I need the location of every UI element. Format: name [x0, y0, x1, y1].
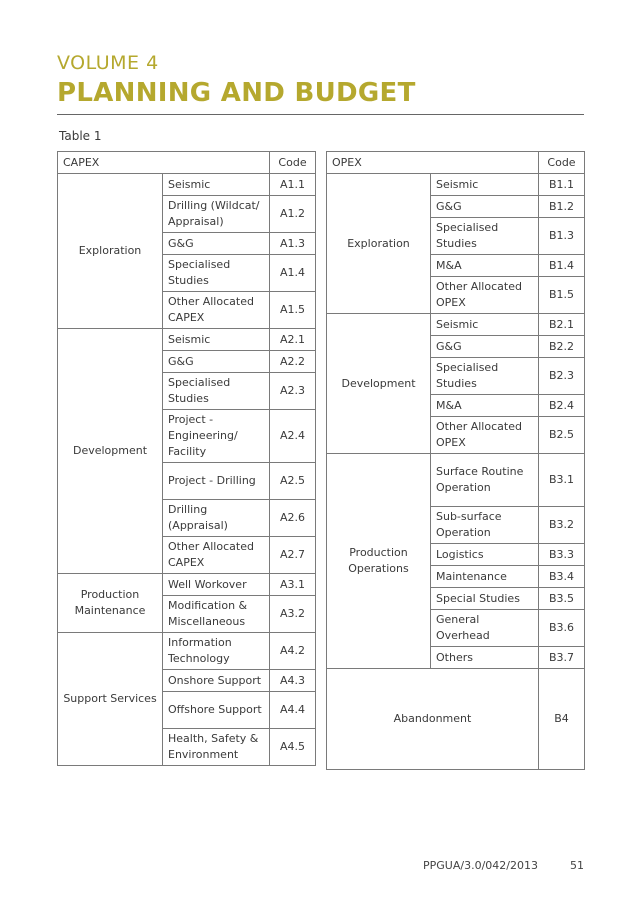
- code-cell: A4.3: [270, 670, 316, 692]
- code-cell: B2.5: [539, 417, 585, 454]
- code-cell: B3.7: [539, 647, 585, 669]
- item-cell: Maintenance: [431, 566, 539, 588]
- capex-group-production: Production Maintenance: [58, 574, 163, 633]
- item-cell: Project - Drilling: [163, 463, 270, 500]
- opex-code-header: Code: [539, 152, 585, 174]
- table-label: Table 1: [59, 129, 102, 143]
- item-cell: Specialised Studies: [431, 218, 539, 255]
- item-cell: Seismic: [431, 314, 539, 336]
- capex-table: [57, 151, 316, 766]
- capex-code-header: Code: [270, 152, 316, 174]
- item-cell: Special Studies: [431, 588, 539, 610]
- item-cell: Onshore Support: [163, 670, 270, 692]
- item-cell: Project - Engineering/ Facility: [163, 410, 270, 463]
- table-row: [327, 314, 585, 336]
- item-cell: Information Technology: [163, 633, 270, 670]
- item-cell: Seismic: [163, 174, 270, 196]
- code-cell: A1.3: [270, 233, 316, 255]
- capex-header: CAPEX: [58, 152, 270, 174]
- title-divider: [57, 114, 584, 115]
- code-cell: B4: [539, 669, 585, 770]
- item-cell: General Overhead: [431, 610, 539, 647]
- code-cell: A2.5: [270, 463, 316, 500]
- code-cell: B2.3: [539, 358, 585, 395]
- code-cell: A1.5: [270, 292, 316, 329]
- code-cell: A1.2: [270, 196, 316, 233]
- item-cell: Health, Safety & Environment: [163, 729, 270, 766]
- item-cell: Offshore Support: [163, 692, 270, 729]
- capex-header-row: [58, 152, 316, 174]
- code-cell: A4.5: [270, 729, 316, 766]
- code-cell: B1.3: [539, 218, 585, 255]
- code-cell: B1.1: [539, 174, 585, 196]
- code-cell: A1.4: [270, 255, 316, 292]
- item-cell: Other Allocated CAPEX: [163, 537, 270, 574]
- table-row: [58, 174, 316, 196]
- opex-header: OPEX: [327, 152, 539, 174]
- code-cell: A4.4: [270, 692, 316, 729]
- capex-group-development: Development: [58, 329, 163, 574]
- table-row: [58, 329, 316, 351]
- code-cell: B3.5: [539, 588, 585, 610]
- opex-group-development: Development: [327, 314, 431, 454]
- item-cell: Seismic: [431, 174, 539, 196]
- code-cell: B3.3: [539, 544, 585, 566]
- table-row: [327, 669, 585, 770]
- item-cell: Sub-surface Operation: [431, 507, 539, 544]
- volume-label: VOLUME 4: [57, 52, 159, 74]
- item-cell: Other Allocated CAPEX: [163, 292, 270, 329]
- table-row: [58, 633, 316, 670]
- opex-group-production: Production Operations: [327, 454, 431, 669]
- table-row: [327, 454, 585, 507]
- code-cell: A4.2: [270, 633, 316, 670]
- item-cell: G&G: [431, 336, 539, 358]
- item-cell: Other Allocated OPEX: [431, 277, 539, 314]
- code-cell: A2.3: [270, 373, 316, 410]
- item-cell: Drilling (Wildcat/ Appraisal): [163, 196, 270, 233]
- item-cell: G&G: [431, 196, 539, 218]
- page-title: PLANNING AND BUDGET: [57, 78, 416, 108]
- code-cell: B1.5: [539, 277, 585, 314]
- item-cell: Seismic: [163, 329, 270, 351]
- code-cell: B2.2: [539, 336, 585, 358]
- code-cell: B3.2: [539, 507, 585, 544]
- code-cell: B3.4: [539, 566, 585, 588]
- opex-header-row: [327, 152, 585, 174]
- document-reference: PPGUA/3.0/042/2013: [423, 859, 538, 872]
- capex-group-exploration: Exploration: [58, 174, 163, 329]
- opex-table: [326, 151, 585, 770]
- item-cell: Logistics: [431, 544, 539, 566]
- opex-group-exploration: Exploration: [327, 174, 431, 314]
- code-cell: B3.1: [539, 454, 585, 507]
- item-cell: M&A: [431, 255, 539, 277]
- page-number: 51: [570, 859, 584, 872]
- item-cell: Others: [431, 647, 539, 669]
- table-row: [58, 574, 316, 596]
- item-cell: Other Allocated OPEX: [431, 417, 539, 454]
- table-row: [327, 174, 585, 196]
- code-cell: B3.6: [539, 610, 585, 647]
- item-cell: M&A: [431, 395, 539, 417]
- code-cell: A1.1: [270, 174, 316, 196]
- item-cell: Surface Routine Operation: [431, 454, 539, 507]
- code-cell: A3.1: [270, 574, 316, 596]
- item-cell: G&G: [163, 233, 270, 255]
- code-cell: A2.2: [270, 351, 316, 373]
- code-cell: A2.6: [270, 500, 316, 537]
- code-cell: A2.7: [270, 537, 316, 574]
- code-cell: B2.4: [539, 395, 585, 417]
- code-cell: A3.2: [270, 596, 316, 633]
- capex-group-support: Support Services: [58, 633, 163, 766]
- code-cell: A2.4: [270, 410, 316, 463]
- item-cell: Specialised Studies: [163, 373, 270, 410]
- code-cell: A2.1: [270, 329, 316, 351]
- code-cell: B1.4: [539, 255, 585, 277]
- item-cell: Modification & Miscellaneous: [163, 596, 270, 633]
- item-cell: Well Workover: [163, 574, 270, 596]
- item-cell: Drilling (Appraisal): [163, 500, 270, 537]
- code-cell: B2.1: [539, 314, 585, 336]
- item-cell: G&G: [163, 351, 270, 373]
- item-cell: Specialised Studies: [431, 358, 539, 395]
- item-cell: Specialised Studies: [163, 255, 270, 292]
- opex-group-abandonment: Abandonment: [327, 669, 539, 770]
- code-cell: B1.2: [539, 196, 585, 218]
